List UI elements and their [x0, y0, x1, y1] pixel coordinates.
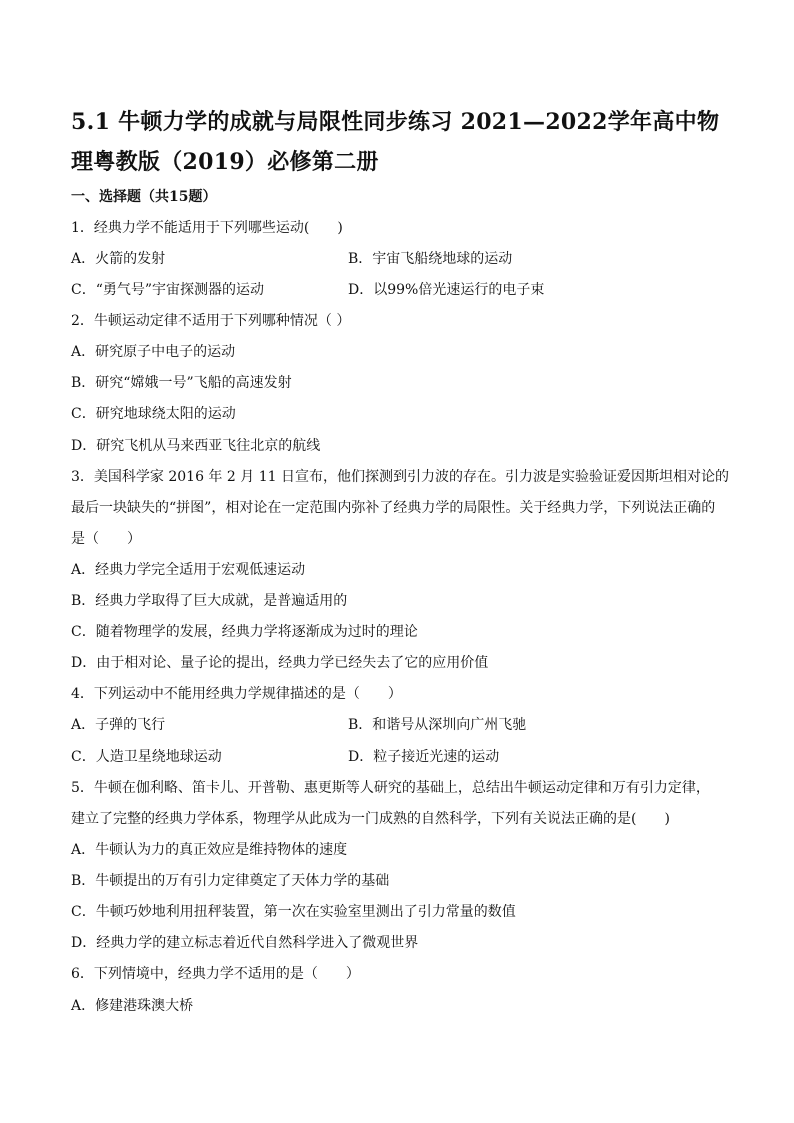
question-5-stem-line-2: 建立了完整的经典力学体系，物理学从此成为一门成熟的自然科学，下列有关说法正确的是( ) — [71, 811, 670, 827]
question-6-stem: 6．下列情境中，经典力学不适用的是（ ） — [71, 966, 360, 982]
question-2-option-a: A．研究原子中电子的运动 — [71, 344, 236, 360]
section-heading: 一、选择题（共15题） — [71, 189, 217, 205]
question-4-option-a: A．子弹的飞行 — [71, 717, 166, 733]
question-1-option-c: C．“勇气号”宇宙探测器的运动 — [71, 282, 265, 298]
question-1-option-a: A．火箭的发射 — [71, 251, 166, 267]
question-3-stem-line-1: 3．美国科学家 2016 年 2 月 11 日宣布，他们探测到引力波的存在。引力波是实验验证爱因斯坦相对论的 — [71, 469, 729, 485]
question-4-stem: 4．下列运动中不能用经典力学规律描述的是（ ） — [71, 686, 402, 702]
question-5-stem-line-1: 5．牛顿在伽利略、笛卡儿、开普勒、惠更斯等人研究的基础上，总结出牛顿运动定律和万有引力定律， — [71, 780, 710, 796]
question-3-option-b: B．经典力学取得了巨大成就，是普遍适用的 — [71, 593, 348, 609]
question-3-option-a: A．经典力学完全适用于宏观低速运动 — [71, 562, 306, 578]
question-4-option-c: C．人造卫星绕地球运动 — [71, 749, 222, 765]
page-title: 5.1 牛顿力学的成就与局限性同步练习 2021—2022学年高中物理粤教版（2019）必修第二册 — [71, 109, 720, 175]
question-1-option-b: B．宇宙飞船绕地球的运动 — [348, 251, 513, 267]
question-3-stem-line-2: 最后一块缺失的“拼图”，相对论在一定范围内弥补了经典力学的局限性。关于经典力学，下列说法正确的 — [71, 500, 716, 516]
question-5-option-b: B．牛顿提出的万有引力定律奠定了天体力学的基础 — [71, 873, 390, 889]
question-4-option-b: B．和谐号从深圳向广州飞驰 — [348, 717, 527, 733]
question-3-option-d: D．由于相对论、量子论的提出，经典力学已经失去了它的应用价值 — [71, 655, 489, 671]
question-3-option-c: C．随着物理学的发展，经典力学将逐渐成为过时的理论 — [71, 624, 418, 640]
question-5-option-a: A．牛顿认为力的真正效应是维持物体的速度 — [71, 842, 348, 858]
question-5-option-d: D．经典力学的建立标志着近代自然科学进入了微观世界 — [71, 935, 419, 951]
question-4-option-d: D．粒子接近光速的运动 — [348, 749, 500, 765]
question-2-option-c: C．研究地球绕太阳的运动 — [71, 406, 236, 422]
question-1-stem: 1．经典力学不能适用于下列哪些运动( ) — [71, 220, 343, 236]
question-2-stem: 2．牛顿运动定律不适用于下列哪种情况（ ） — [71, 313, 351, 329]
question-5-option-c: C．牛顿巧妙地利用扭秤装置，第一次在实验室里测出了引力常量的数值 — [71, 904, 516, 920]
question-2-option-b: B．研究“嫦娥一号”飞船的高速发射 — [71, 375, 292, 391]
question-6-option-a: A．修建港珠澳大桥 — [71, 998, 194, 1014]
question-3-stem-line-3: 是（ ） — [71, 531, 141, 547]
question-1-option-d: D．以99%倍光速运行的电子束 — [348, 282, 545, 298]
question-2-option-d: D．研究飞机从马来西亚飞往北京的航线 — [71, 438, 321, 454]
